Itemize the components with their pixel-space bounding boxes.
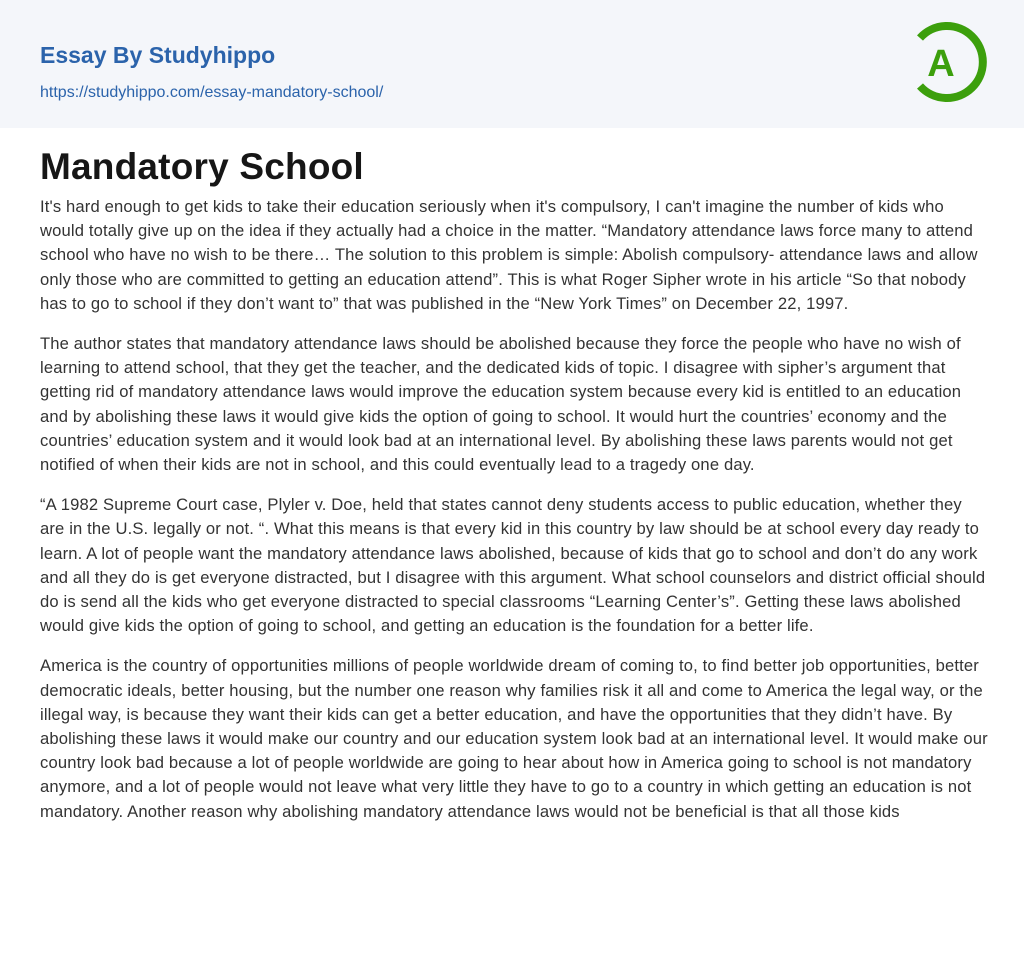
brand-title[interactable]: Essay By Studyhippo [40, 42, 276, 68]
essay-paragraph: It's hard enough to get kids to take their education seriously when it's compulsory, I can't imagine the number of kids who would totally give up on the idea if they actually had a choice in the matter. “Mandatory attendance laws force many to attend school who have no wish to be there… The solution to this problem is simple: Abolish compulsory- attendance laws and allow only those who are committed to getting an education attend”. This is what Roger Sipher wrote in his article “So that nobody has to go to school if they don’t want to” that was published in the “New York Times” on December 22, 1997. [40, 197, 978, 313]
studyhippo-logo-icon[interactable] [906, 20, 990, 104]
essay-url-link[interactable]: https://studyhippo.com/essay-mandatory-school/ [40, 84, 384, 101]
page-title: Mandatory School [40, 146, 364, 187]
essay-paragraph: “A 1982 Supreme Court case, Plyler v. Doe, held that states cannot deny students access to public education, whether they are in the U.S. legally or not. “. What this means is that every kid in this country by law should be at school every day ready to learn. A lot of people want the mandatory attendance laws abolished, because of kids that go to school and don’t do any work and all they do is get everyone distracted, but I disagree with this argument. What school counselors and district official should do is send all the kids who get everyone distracted to special classrooms “Learning Center’s”. Getting these laws abolished would give kids the option of going to school, and getting an education is the foundation for a better life. [40, 495, 986, 636]
essay-body [40, 195, 990, 840]
essay-paragraph: America is the country of opportunities millions of people worldwide dream of coming to, to find better job opportunities, better democratic ideals, better housing, but the number one reason why families risk it all and come to America the legal way, or the illegal way, is because they want their kids can get a better education, and have the opportunities that they didn’t have. By abolishing these laws it would make our country and our education system look bad at an international level. It would make our country look bad because a lot of people worldwide are going to hear about how in America going to school is not mandatory anymore, and a lot of people would not leave what very little they have to go to a country in which getting an education is not mandatory. Another reason why abolishing mandatory attendance laws would not be beneficial is that all those kids [40, 656, 988, 821]
site-header [0, 0, 1024, 128]
logo-letter: A [927, 43, 955, 85]
essay-paragraph: The author states that mandatory attendance laws should be abolished because they force the people who have no wish of learning to attend school, that they get the teacher, and the dedicated kids of topic. I disagree with sipher’s argument that getting rid of mandatory attendance laws would improve the education system because every kid is entitled to an education and by abolishing these laws it would give kids the option of going to school. It would hurt the countries’ economy and the countries’ education system and it would look bad at an international level. By abolishing these laws parents would not get notified of when their kids are not in school, and this could eventually lead to a tragedy one day. [40, 334, 962, 475]
